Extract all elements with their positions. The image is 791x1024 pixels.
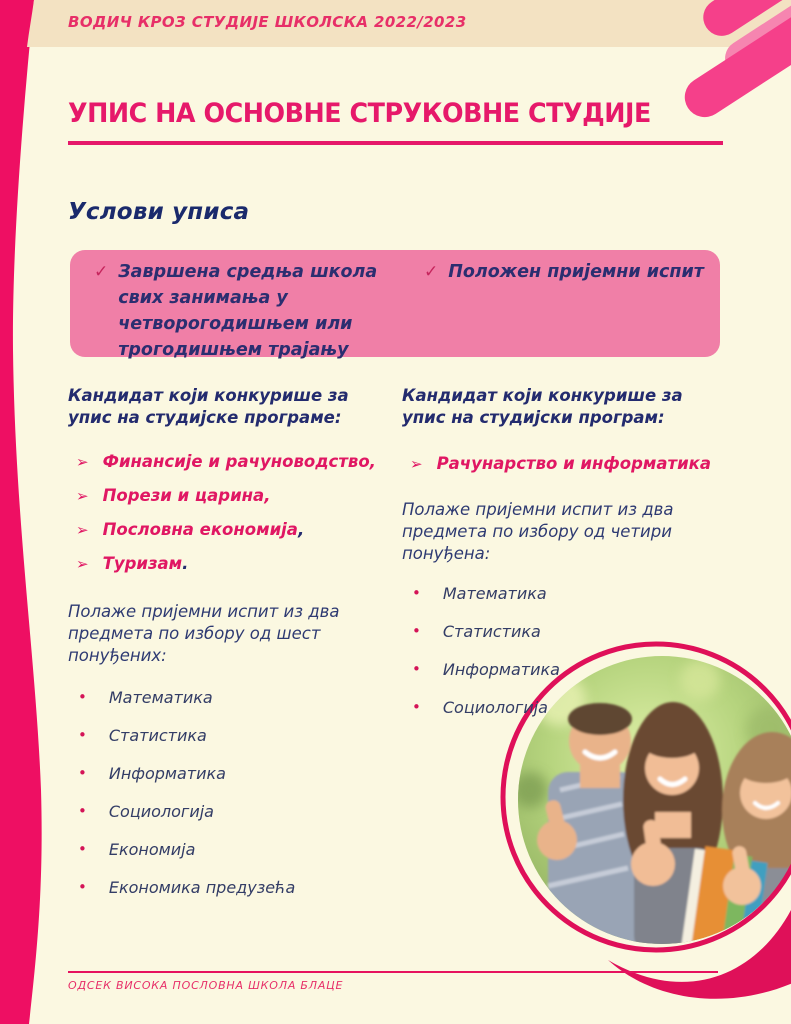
dot-bullet-icon: • bbox=[412, 621, 421, 640]
program-item bbox=[68, 486, 388, 505]
dot-bullet-icon: • bbox=[78, 877, 87, 896]
program-item bbox=[68, 520, 388, 539]
dot-bullet-icon: • bbox=[412, 659, 421, 678]
conditions-box bbox=[70, 250, 720, 360]
program-name: Порези и царина, bbox=[102, 485, 271, 505]
dot-bullet-icon: • bbox=[78, 839, 87, 858]
subject-item bbox=[68, 840, 388, 859]
condition-text: Положен пријемни испит bbox=[448, 262, 704, 282]
subject-item bbox=[68, 802, 388, 821]
exam-note: Полаже пријемни испит из два предмета по избору од шест понуђених: bbox=[68, 601, 340, 666]
subject-list bbox=[68, 688, 388, 897]
exam-note: Полаже пријемни испит из два предмета по избору од четири понуђена: bbox=[402, 499, 674, 564]
subject-name: Математика bbox=[442, 583, 547, 603]
dot-bullet-icon: • bbox=[78, 725, 87, 744]
subject-item bbox=[68, 688, 388, 707]
dot-bullet-icon: • bbox=[412, 583, 421, 602]
condition-text: Завршена средња школа свих занимања у четворогодишњем или трогодишњем трајању bbox=[118, 262, 378, 360]
subject-name: Информатика bbox=[442, 659, 560, 679]
section-heading: Услови уписа bbox=[68, 199, 250, 225]
subject-item bbox=[402, 622, 722, 641]
subject-name: Социологија bbox=[442, 697, 548, 717]
program-item bbox=[68, 452, 388, 471]
title-underline bbox=[68, 141, 723, 145]
subject-name: Економика предузећа bbox=[108, 877, 296, 897]
condition-item bbox=[94, 260, 424, 360]
dot-bullet-icon: • bbox=[78, 687, 87, 706]
subject-name: Статистика bbox=[442, 621, 541, 641]
program-item bbox=[68, 554, 388, 573]
right-column bbox=[402, 385, 722, 916]
program-name: Туризам bbox=[102, 553, 183, 573]
checkmark-icon: ✓ bbox=[424, 262, 439, 282]
subject-name: Социологија bbox=[108, 801, 214, 821]
subject-item bbox=[68, 764, 388, 783]
footer-text: ОДСЕК ВИСОКА ПОСЛОВНА ШКОЛА БЛАЦЕ bbox=[68, 979, 344, 992]
program-list bbox=[68, 452, 388, 573]
subject-item bbox=[402, 584, 722, 603]
arrow-bullet-icon: ➢ bbox=[76, 554, 89, 573]
dot-bullet-icon: • bbox=[78, 763, 87, 782]
subject-list bbox=[402, 584, 722, 717]
arrow-bullet-icon: ➢ bbox=[76, 520, 89, 539]
page-title: УПИС НА ОСНОВНЕ СТРУКОВНЕ СТУДИЈЕ bbox=[68, 98, 651, 129]
subject-name: Математика bbox=[108, 687, 213, 707]
program-name: Рачунарство и информатика bbox=[436, 453, 711, 473]
footer-rule bbox=[68, 971, 718, 973]
subject-name: Статистика bbox=[108, 725, 207, 745]
program-item bbox=[402, 454, 722, 473]
program-suffix: , bbox=[297, 519, 305, 539]
arrow-bullet-icon: ➢ bbox=[76, 486, 89, 505]
program-name: Финансије и рачуноводство, bbox=[102, 451, 376, 471]
arrow-bullet-icon: ➢ bbox=[76, 452, 89, 471]
two-column-section bbox=[68, 385, 723, 916]
candidate-heading: Кандидат који конкурише за упис на студијски програм: bbox=[402, 386, 683, 428]
header-band-title: ВОДИЧ КРОЗ СТУДИЈЕ ШКОЛСКА 2022/2023 bbox=[68, 13, 467, 31]
subject-item bbox=[68, 878, 388, 897]
program-list bbox=[402, 454, 722, 473]
subject-name: Економија bbox=[108, 839, 196, 859]
arrow-bullet-icon: ➢ bbox=[410, 454, 423, 473]
dot-bullet-icon: • bbox=[412, 697, 421, 716]
subject-item bbox=[402, 660, 722, 679]
checkmark-icon: ✓ bbox=[94, 262, 109, 282]
condition-item bbox=[424, 260, 708, 347]
subject-name: Информатика bbox=[108, 763, 226, 783]
left-column bbox=[68, 385, 388, 916]
program-name: Пословна економија bbox=[102, 519, 298, 539]
candidate-heading: Кандидат који конкурише за упис на студијске програме: bbox=[68, 386, 349, 428]
program-suffix: . bbox=[182, 553, 189, 573]
subject-item bbox=[402, 698, 722, 717]
subject-item bbox=[68, 726, 388, 745]
dot-bullet-icon: • bbox=[78, 801, 87, 820]
